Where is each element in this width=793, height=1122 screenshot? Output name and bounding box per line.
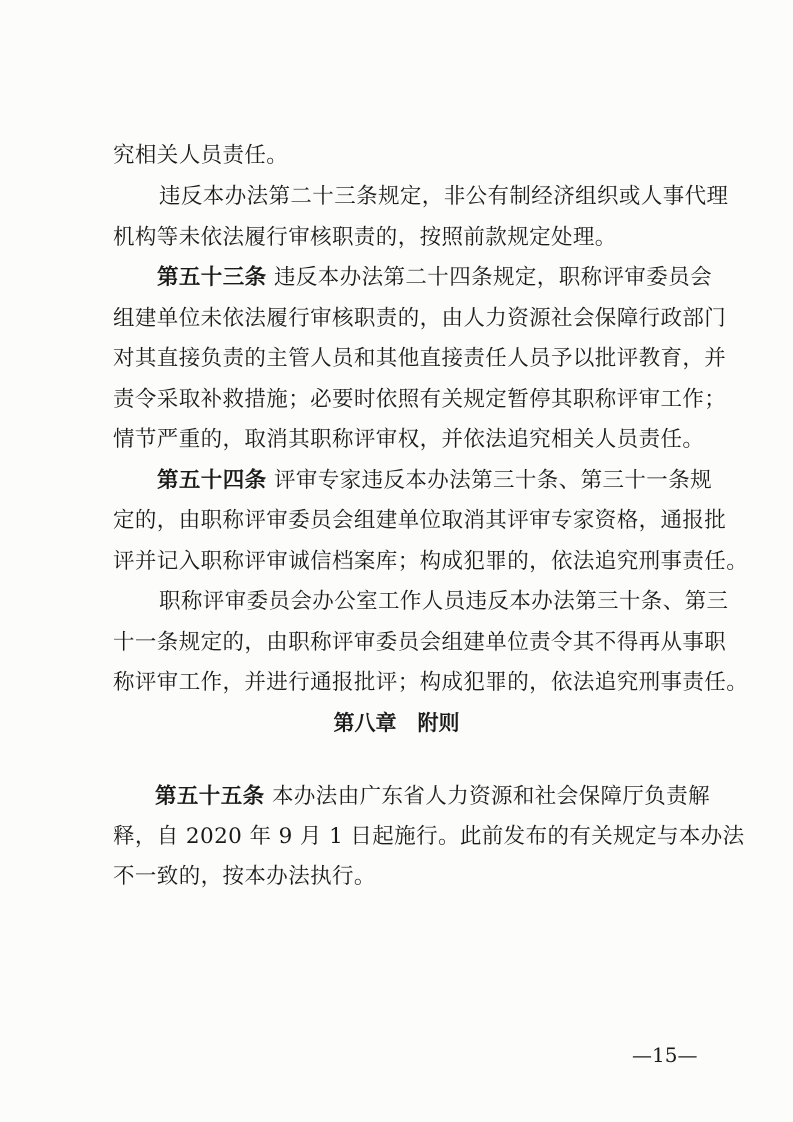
paragraph-text: 组建单位未依法履行审核职责的，由人力资源社会保障行政部门 [113, 306, 727, 331]
text-line [0, 817, 793, 857]
page-number: —15— [632, 1043, 698, 1067]
paragraph-text: 定的，由职称评审委员会组建单位取消其评审专家资格，通报批 [113, 508, 727, 533]
paragraph-text: 违反本办法第二十三条规定，非公有制经济组织或人事代理 [159, 184, 729, 209]
text-line [0, 542, 793, 582]
text-line [0, 461, 793, 501]
text-line [0, 420, 793, 460]
text-line [0, 501, 793, 541]
text-line [0, 218, 793, 258]
text-line [0, 339, 793, 379]
text-line [0, 663, 793, 703]
paragraph-text: 本办法由广东省人力资源和社会保障厅负责解 [272, 784, 711, 809]
paragraph-text: 不一致的，按本办法执行。 [113, 864, 376, 889]
paragraph-text: 评审专家违反本办法第三十条、第三十一条规 [274, 468, 713, 493]
article-number: 第五十三条 [157, 265, 267, 290]
paragraph-text: 职称评审委员会办公室工作人员违反本办法第三十条、第三 [159, 589, 729, 614]
text-line [0, 623, 793, 663]
text-line [0, 380, 793, 420]
paragraph-text: 机构等未依法履行审核职责的，按照前款规定处理。 [113, 225, 617, 250]
paragraph-text: 称评审工作，并进行通报批评；构成犯罪的，依法追究刑事责任。 [113, 670, 749, 695]
text-line [0, 136, 793, 176]
text-line [0, 857, 793, 897]
text-line [0, 777, 793, 817]
text-line [0, 299, 793, 339]
text-line [0, 582, 793, 622]
paragraph-text: 评并记入职称评审诚信档案库；构成犯罪的，依法追究刑事责任。 [113, 549, 749, 574]
paragraph-text: 责令采取补救措施；必要时依照有关规定暂停其职称评审工作； [113, 387, 727, 412]
paragraph-text: 对其直接负责的主管人员和其他直接责任人员予以批评教育，并 [113, 346, 727, 371]
paragraph-text: 违反本办法第二十四条规定，职称评审委员会 [274, 265, 713, 290]
text-line [0, 177, 793, 217]
paragraph-text: 释，自 2020 年 9 月 1 日起施行。此前发布的有关规定与本办法 [113, 824, 745, 849]
article-number: 第五十五条 [155, 784, 265, 809]
paragraph-text: 究相关人员责任。 [113, 143, 289, 168]
chapter-heading: 第八章 附则 [333, 711, 460, 735]
paragraph-text: 情节严重的，取消其职称评审权，并依法追究相关人员责任。 [113, 427, 705, 452]
article-number: 第五十四条 [157, 468, 267, 493]
text-line [0, 258, 793, 298]
paragraph-text: 十一条规定的，由职称评审委员会组建单位责令其不得再从事职 [113, 630, 727, 655]
